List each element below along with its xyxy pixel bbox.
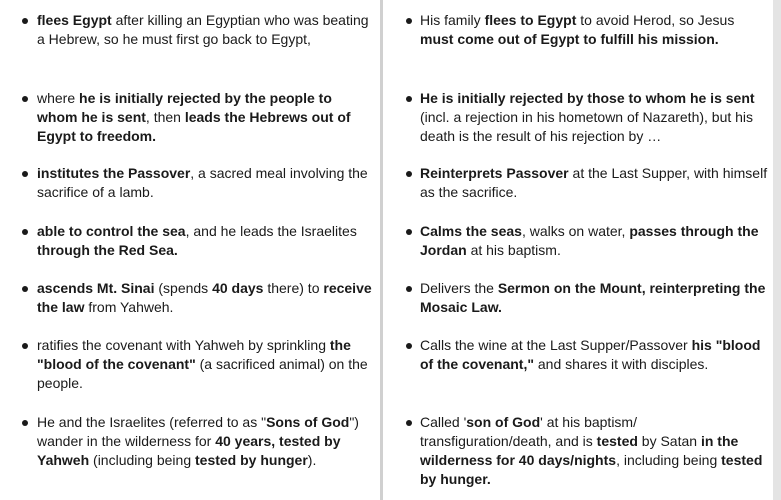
- list-item: [384, 222, 772, 260]
- item-text: [37, 222, 376, 260]
- text-run: Called ': [420, 414, 467, 430]
- item-text: [37, 413, 376, 470]
- list-item: [384, 336, 772, 374]
- text-run: Delivers the: [420, 280, 498, 296]
- text-run: (spends: [154, 280, 213, 296]
- text-run: and shares it with disciples.: [533, 356, 709, 372]
- bold-text: flees Egypt: [37, 12, 112, 28]
- bold-text: tested by hunger.: [420, 452, 763, 487]
- text-run: ratifies the covenant with Yahweh by sprinkling: [37, 337, 330, 353]
- list-item: [0, 11, 378, 49]
- bold-text: receive the law: [37, 280, 372, 315]
- bold-text: leads the Hebrews out of Egypt to freedom.: [37, 109, 351, 144]
- text-run: , a sacred meal involving the sacrifice of a lamb.: [37, 165, 368, 200]
- bold-text: 40 years, tested by Yahweh: [37, 433, 341, 468]
- bullet-icon: [22, 229, 28, 235]
- list-item: [0, 336, 378, 393]
- text-run: ") wander in the wilderness for: [37, 414, 359, 449]
- item-text: [420, 89, 770, 146]
- list-item: [384, 164, 772, 202]
- text-run: , including being: [616, 452, 722, 468]
- bold-text: Reinterprets Passover: [420, 165, 569, 181]
- bold-text: his "blood of the covenant,": [420, 337, 761, 372]
- bold-text: 40 days: [212, 280, 264, 296]
- bold-text: Sons of God: [266, 414, 350, 430]
- text-run: where: [37, 90, 80, 106]
- item-text: [420, 413, 770, 489]
- text-run: He and the Israelites (referred to as ": [37, 414, 267, 430]
- text-run: ' at his baptism/ transfiguration/death, and is: [420, 414, 637, 449]
- bullet-icon: [22, 343, 28, 349]
- bold-text: in the wilderness for 40 days/nights: [420, 433, 739, 468]
- list-item: [384, 11, 772, 49]
- text-run: , walks on water,: [521, 223, 630, 239]
- bold-text: the "blood of the covenant": [37, 337, 351, 372]
- text-run: ).: [307, 452, 317, 468]
- bullet-icon: [22, 96, 28, 102]
- bold-text: must come out of Egypt to fulfill his mission.: [420, 31, 719, 47]
- bullet-icon: [406, 18, 412, 24]
- text-run: at the Last Supper, with himself as the sacrifice.: [420, 165, 768, 200]
- text-run: from Yahweh.: [84, 299, 174, 315]
- text-run: by Satan: [637, 433, 701, 449]
- text-run: , then: [145, 109, 185, 125]
- bold-text: He is initially rejected by those to whom he is sent: [420, 90, 755, 106]
- text-run: to avoid Herod, so Jesus: [576, 12, 735, 28]
- bullet-icon: [22, 18, 28, 24]
- item-text: [420, 336, 770, 374]
- bold-text: through the Red Sea.: [37, 242, 178, 258]
- bullet-icon: [406, 286, 412, 292]
- bold-text: institutes the Passover: [37, 165, 191, 181]
- item-text: [420, 279, 770, 317]
- bullet-icon: [22, 171, 28, 177]
- bold-text: able to control the sea: [37, 223, 186, 239]
- bold-text: he is initially rejected by the people to whom he is sent: [37, 90, 332, 125]
- bold-text: tested by hunger: [195, 452, 308, 468]
- item-text: [37, 89, 376, 146]
- list-item: [0, 222, 378, 260]
- bold-text: tested: [596, 433, 638, 449]
- bold-text: passes through the Jordan: [420, 223, 759, 258]
- text-run: after killing an Egyptian who was beating a Hebrew, so he must first go back to Egypt,: [37, 12, 369, 47]
- list-item: [0, 89, 378, 146]
- bullet-icon: [406, 343, 412, 349]
- text-run: (a sacrificed animal) on the people.: [37, 356, 368, 391]
- bold-text: Calms the seas: [420, 223, 522, 239]
- list-item: [0, 164, 378, 202]
- bullet-icon: [406, 229, 412, 235]
- text-run: (incl. a rejection in his hometown of Nazareth), but his death is the result of his rejection by …: [420, 109, 754, 144]
- bullet-icon: [406, 96, 412, 102]
- item-text: [37, 336, 376, 393]
- item-text: [420, 11, 770, 49]
- item-text: [420, 164, 770, 202]
- bold-text: flees to Egypt: [484, 12, 577, 28]
- bold-text: son of God: [466, 414, 541, 430]
- bold-text: Sermon on the Mount, reinterpreting the Mosaic Law.: [420, 280, 766, 315]
- list-item: [384, 89, 772, 146]
- list-item: [384, 413, 772, 489]
- scrollbar-track[interactable]: [773, 0, 781, 500]
- text-run: (including being: [89, 452, 195, 468]
- item-text: [37, 279, 376, 317]
- text-run: , and he leads the Israelites: [185, 223, 357, 239]
- item-text: [37, 11, 376, 49]
- text-run: at his baptism.: [466, 242, 561, 258]
- item-text: [37, 164, 376, 202]
- bullet-icon: [22, 420, 28, 426]
- list-item: [384, 279, 772, 317]
- text-run: there) to: [263, 280, 324, 296]
- text-run: Calls the wine at the Last Supper/Passover: [420, 337, 692, 353]
- bullet-icon: [406, 171, 412, 177]
- list-item: [0, 413, 378, 470]
- bold-text: ascends Mt. Sinai: [37, 280, 155, 296]
- text-run: His family: [420, 12, 485, 28]
- bullet-icon: [22, 286, 28, 292]
- column-divider: [380, 0, 383, 500]
- list-item: [0, 279, 378, 317]
- item-text: [420, 222, 770, 260]
- bullet-icon: [406, 420, 412, 426]
